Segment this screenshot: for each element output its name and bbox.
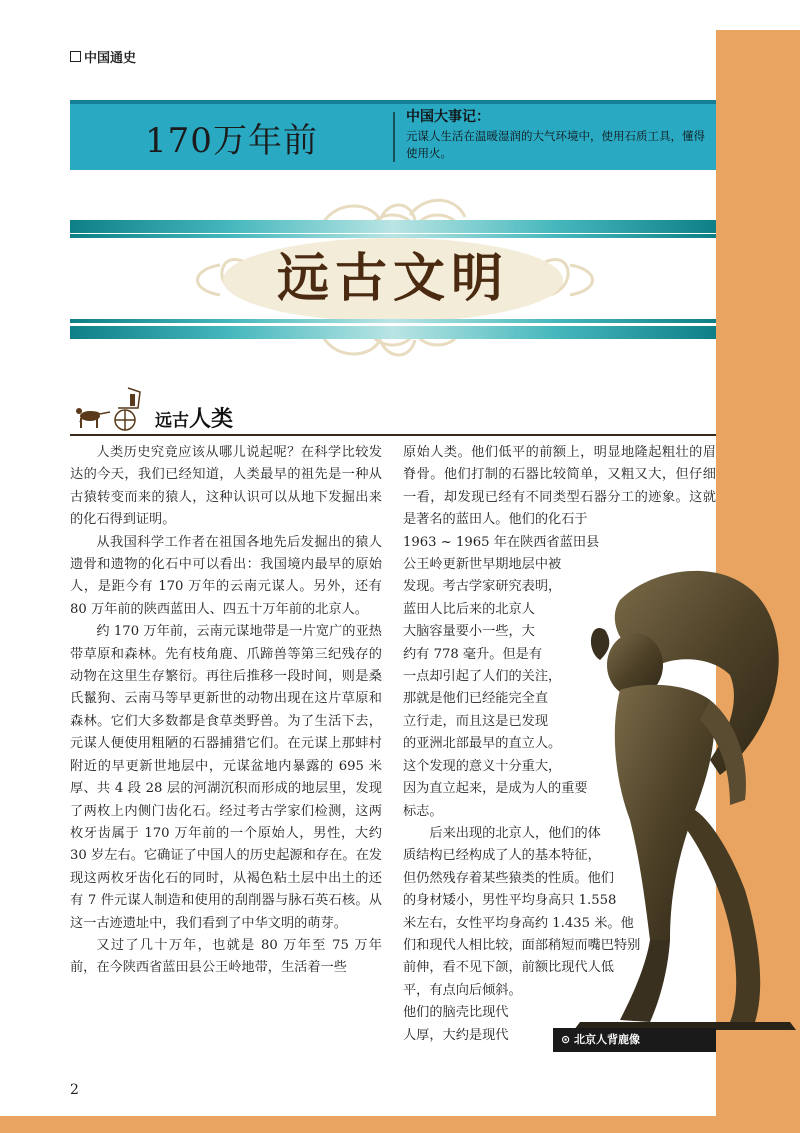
- era-left: [70, 104, 393, 170]
- section-rule: [70, 434, 716, 436]
- era-bar: [70, 100, 716, 170]
- era-divider: [393, 112, 395, 162]
- event-text: 元谋人生活在温暖湿润的大气环境中，使用石质工具，懂得使用火。: [406, 129, 705, 160]
- text-line: 1963 ~ 1965 年在陕西省蓝田县: [403, 534, 600, 550]
- text-line: 立行走，而且这是已发现: [403, 713, 549, 729]
- paragraph-continued: 原始人类。他们低平的前额上，明显地隆起粗壮的眉脊骨。他们打制的石器比较简单，又粗又大，但仔细一看，却发现已经有不同类型石器分工的迹象。这就是著名的蓝田人。他们的化石于: [403, 445, 716, 528]
- text-line: 蓝田人比后来的北京人: [403, 601, 535, 617]
- text-line: 那就是他们已经能完全直: [403, 691, 549, 707]
- running-title: 中国通史: [84, 51, 137, 66]
- column-left: [70, 442, 382, 980]
- text-line: 这个发现的意义十分重大，: [403, 758, 562, 774]
- text-line: 他们的脑壳比现代: [403, 1005, 509, 1021]
- section-main: 人类: [189, 406, 234, 432]
- text-line: 米左右，女性平均身高约 1.435 米。他: [403, 915, 634, 931]
- chariot-icon: [70, 382, 150, 434]
- text-line: 前伸，看不见下颌，前额比现代人低: [403, 960, 614, 976]
- text-line: 一点却引起了人们的关注，: [403, 669, 562, 685]
- banner-band-bottom: [70, 326, 716, 339]
- era-title: 170万年前: [145, 120, 318, 161]
- paragraph: 约 170 万年前，云南元谋地带是一片宽广的亚热带草原和森林。先有枝角鹿、爪蹄兽等第三纪残存的动物在这里生存繁衍。再往后推移一段时间，则是桑氏鬣狗、云南马等早更新世的动物出现在这片草原和森林。它们大多数都是食草类野兽。为了生活下去，元谋人便使用粗陋的石器捕猎它们。在元谋上那蚌村附近的早更新世地层中，元谋盆地内暴露的 695 米厚、共 4 段 28 层的河湖沉积而形成的地层里，发现了两枚上内侧门齿化石。经过考古学家们检测，这两枚牙齿属于 170 万年前的一个原始人，男性，大约 30 岁左右。它确证了中国人的历史起源和存在。在发现这两枚牙齿化石的同时，从褐色粘土层中出土的还有 7 件元谋人制造和使用的刮削器与脉石英石核。从这一古迹遗址中，我们看到了中华文明的萌芽。: [70, 624, 382, 931]
- square-icon: [70, 51, 81, 62]
- chapter-title: 远古文明: [276, 248, 509, 309]
- banner-band-top-thin: [70, 234, 716, 238]
- text-line: 的亚洲北部最早的直立人。: [403, 736, 562, 752]
- peking-man-statue-image: [560, 560, 800, 1030]
- text-line: 的身材矮小，男性平均身高只 1.558: [403, 893, 617, 909]
- paragraph: 人类历史究竟应该从哪儿说起呢？在科学比较发达的今天，我们已经知道，人类最早的祖先是一种从古猿转变而来的猿人，这种认识可以从地下发掘出来的化石得到证明。: [70, 445, 382, 528]
- text-line: 约有 778 毫升。但是有: [403, 646, 543, 662]
- text-line: 们和现代人相比较，面部稍短而嘴巴特别: [403, 937, 641, 953]
- paragraph: 从我国科学工作者在祖国各地先后发掘出的猿人遗骨和遗物的化石中可以看出：我国境内最早的原始人，是距今有 170 万年的云南元谋人。另外，还有 80 万年前的陕西蓝田人、四五十万年前的北京人。: [70, 534, 382, 617]
- text-line: 大脑容量要小一些，大: [403, 624, 535, 640]
- page-number: 2: [70, 1082, 79, 1098]
- text-line: 发现。考古学家研究表明，: [403, 579, 562, 595]
- text-line: 但仍然残存着某些猿类的性质。他们: [403, 870, 614, 886]
- banner-band-top: [70, 220, 716, 233]
- paragraph: 又过了几十万年，也就是 80 万年至 75 万年前，在今陕西省蓝田县公王岭地带，生活着一些: [70, 937, 382, 976]
- bottom-band: [0, 1116, 800, 1133]
- text-line: 标志。: [403, 803, 443, 819]
- text-line: 因为直立起来，是成为人的重要: [403, 781, 588, 797]
- section-title: [155, 402, 233, 433]
- text-line: 平，有点向后倾斜。: [403, 982, 522, 998]
- running-head: [70, 47, 136, 66]
- figure-caption: ⊙ 北京人背鹿像: [553, 1028, 716, 1052]
- text-line: 人厚，大约是现代: [403, 1027, 509, 1043]
- banner-band-bottom-thin: [70, 319, 716, 323]
- text-line: 后来出现的北京人，他们的体: [429, 825, 601, 841]
- event-heading: 中国大事记：: [406, 109, 490, 125]
- section-prefix: 远古: [155, 411, 189, 431]
- text-line: 公王岭更新世早期地层中被: [403, 557, 562, 573]
- era-events: [406, 106, 706, 162]
- text-line: 质结构已经构成了人的基本特征，: [403, 848, 601, 864]
- chapter-banner: [70, 195, 716, 365]
- section-head: [70, 380, 716, 436]
